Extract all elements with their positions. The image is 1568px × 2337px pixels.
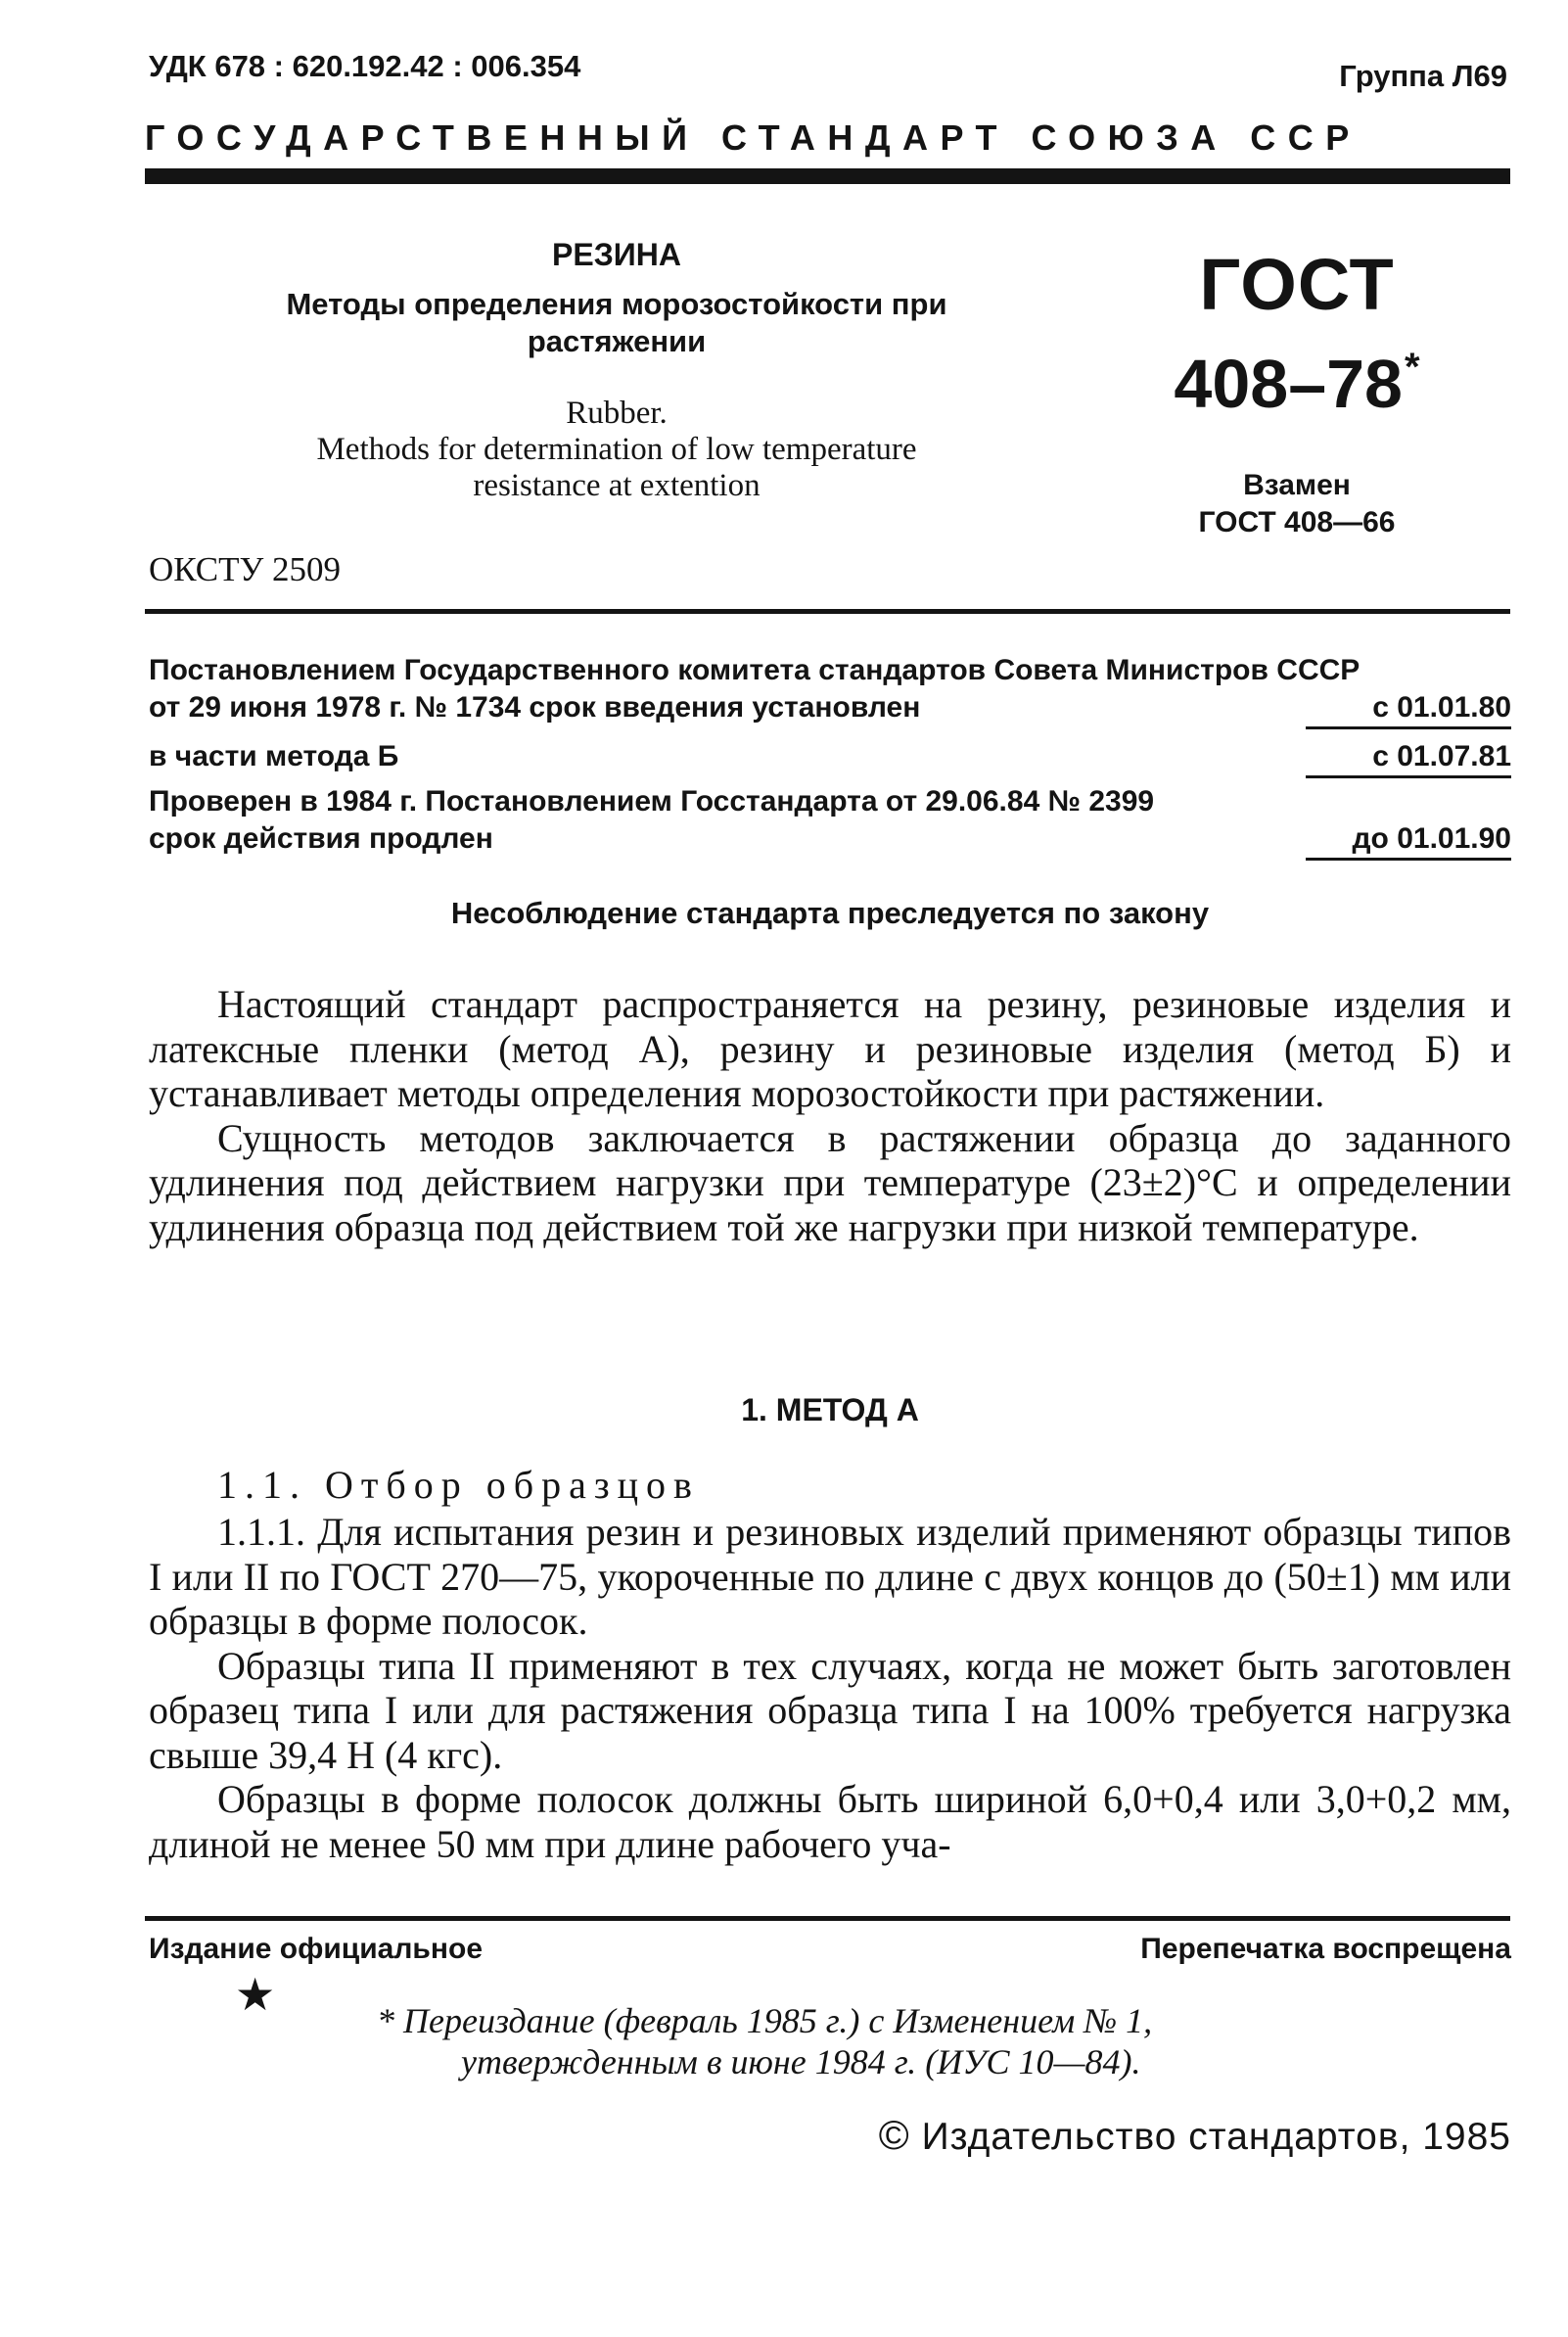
decree-line-5	[149, 822, 1511, 856]
group-code: Группа Л69	[1339, 59, 1507, 93]
header-rule	[145, 168, 1510, 184]
decree-text-3: в части метода Б	[149, 740, 399, 772]
reissue-note	[377, 2000, 1152, 2082]
section-paragraph-1: 1.1.1. Для испытания резин и резиновых изделий применяют образцы типов I или II по ГОСТ 270—75, укороченные по длине с двух концов до (50±1) мм или образцы в форме полосок.	[149, 1510, 1511, 1643]
subtitle-ru	[225, 286, 1008, 360]
decree-text-4: Проверен в 1984 г. Постановлением Госстандарта от 29.06.84 № 2399	[149, 785, 1155, 818]
legal-warning: Несоблюдение стандарта преследуется по закону	[450, 896, 1210, 930]
section-paragraph-3: Образцы в форме полосок должны быть шириной 6,0+0,4 или 3,0+0,2 мм, длиной не менее 50 мм при длине рабочего уча-	[149, 1777, 1511, 1866]
section-text	[149, 1510, 1511, 1866]
section-title: 1. МЕТОД А	[741, 1392, 919, 1427]
gost-label: ГОСТ	[1199, 244, 1395, 325]
replaces-label: Взамен	[1243, 469, 1351, 501]
subsection-title: 1.1. Отбор образцов	[217, 1463, 700, 1507]
reissue-note-line-1: * Переиздание (февраль 1985 г.) с Изменением № 1,	[377, 2001, 1153, 2040]
decree-line-1	[149, 654, 1511, 687]
subtitle-en-line-2: resistance at extention	[473, 468, 761, 503]
subtitle-en-line-1: Methods for determination of low temperature	[316, 432, 917, 467]
gost-number-value: 408–78	[1174, 346, 1403, 422]
udk-code: УДК 678 : 620.192.42 : 006.354	[149, 49, 581, 83]
gost-number-mark: *	[1405, 346, 1420, 389]
reissue-note-line-2: утвержденным в июне 1984 г. (ИУС 10—84).	[461, 2042, 1141, 2081]
decree-line-4	[149, 785, 1511, 818]
replaces-standard: ГОСТ 408—66	[1198, 506, 1396, 538]
intro-paragraph-2: Сущность методов заключается в растяжении образца до заданного удлинения под действием нагрузки при температуре (23±2)°С и определении удлинения образца под действием той же нагрузки при низкой температуре.	[149, 1115, 1511, 1249]
section-paragraph-2: Образцы типа II применяют в тех случаях, когда не может быть заготовлен образец типа I или для растяжения образца типа I на 100% требуется нагрузка свыше 39,4 Н (4 кгс).	[149, 1643, 1511, 1777]
title-ru: РЕЗИНА	[552, 237, 681, 272]
copyright-text: Издательство стандартов, 1985	[921, 2116, 1511, 2158]
intro-paragraph-1: Настоящий стандарт распространяется на резину, резиновые изделия и латексные пленки (метод А), резину и резиновые изделия (метод Б) и устанавливает методы определения морозостойкости при растяжении.	[149, 982, 1511, 1115]
copyright	[879, 2112, 1511, 2159]
decree-line-2	[149, 691, 1511, 724]
decree-text-5: срок действия продлен	[149, 822, 493, 855]
footer-rule	[145, 1916, 1510, 1921]
decree-date-3: до 01.01.90	[1306, 822, 1511, 861]
reprint-prohibited: Перепечатка воспрещена	[1140, 1933, 1511, 1965]
decree-line-3	[149, 740, 1511, 773]
standard-banner: ГОСУДАРСТВЕННЫЙ СТАНДАРТ СОЮЗА ССР	[145, 117, 1361, 158]
decree-date-1: с 01.01.80	[1306, 691, 1511, 729]
subtitle-ru-line-2: растяжении	[527, 324, 707, 358]
decree-text-2: от 29 июня 1978 г. № 1734 срок введения установлен	[149, 691, 921, 724]
subtitle-ru-line-1: Методы определения морозостойкости при	[286, 287, 947, 321]
gost-number	[1140, 345, 1453, 423]
replaces-block	[1150, 467, 1444, 541]
official-edition: Издание официальное	[149, 1933, 484, 1965]
copyright-icon: ©	[878, 2112, 910, 2158]
decree-text-1: Постановлением Государственного комитета стандартов Совета Министров СССР	[149, 654, 1360, 686]
okstu-code: ОКСТУ 2509	[149, 550, 342, 588]
decree-date-2: с 01.07.81	[1306, 740, 1511, 778]
star-icon: ★	[235, 1970, 276, 2020]
title-rule	[145, 609, 1510, 614]
title-en-name: Rubber.	[566, 396, 668, 431]
title-en	[225, 396, 1008, 504]
intro-text	[149, 982, 1511, 1249]
